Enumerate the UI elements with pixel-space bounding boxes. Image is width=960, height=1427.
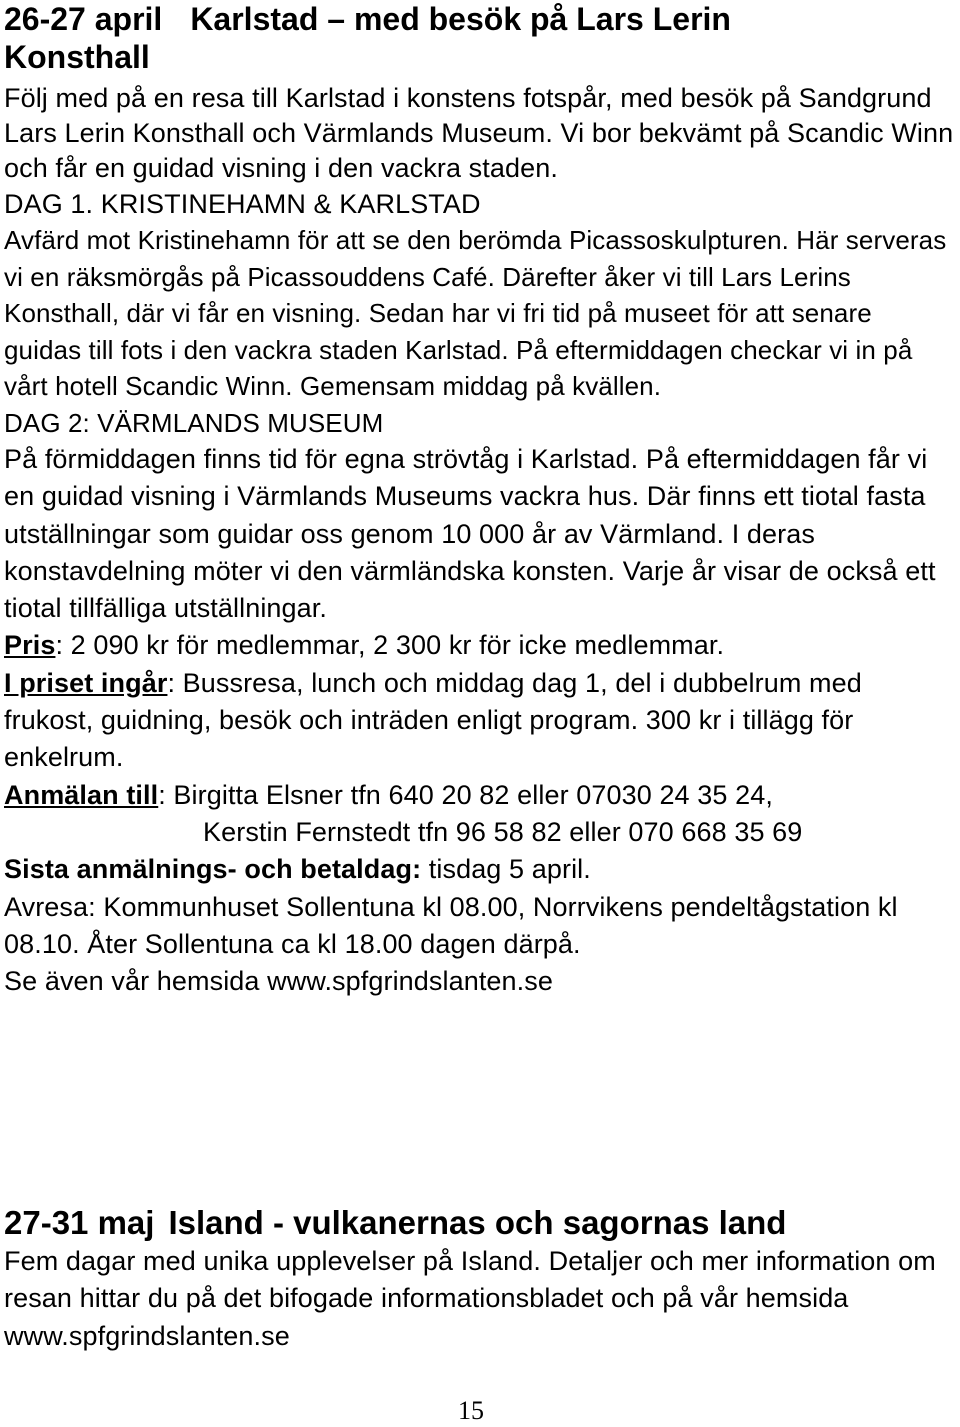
intro-paragraph: Följ med på en resa till Karlstad i konstens fotspår, med besök på Sandgrund Lars Lerin Konsthall och Värmlands Museum. Vi bor bekvämt på Scandic Winn och får en guidad visning i den vackra staden. [4,83,954,183]
deadline-text: tisdag 5 april. [421,854,591,885]
section-title-island [4,1203,954,1243]
page-number: 15 [458,1396,484,1425]
deadline-label: Sista anmälnings- och betaldag: [4,854,422,885]
included-paragraph [4,665,954,777]
section-karlstad [4,0,954,1000]
island-paragraph: Fem dagar med unika upplevelser på Island. Detaljer och mer information om resan hittar du på det bifogade informationsbladet och på vår hemsida www.spfgrindslanten.se [4,1246,936,1351]
trip-title: Karlstad – med besök på Lars Lerin [190,1,731,37]
day2-paragraph: På förmiddagen finns tid för egna strövtåg i Karlstad. På eftermiddagen får vi en guidad visning i Värmlands Museums vackra hus. Där finns ett tiotal fasta utställningar som guidar oss genom 10 000 år av Värmland. I deras konstavdelning möter vi den värmländska konsten. Varje år visar de också ett tiotal tillfälliga utställningar. [4,444,936,624]
trip-title-line2: Konsthall [4,39,150,75]
deadline-line [4,851,954,888]
signup-line [4,777,954,814]
signup-text: : Birgitta Elsner tfn 640 20 82 eller 07030 24 35 24, [158,779,773,810]
website-line: Se även vår hemsida www.spfgrindslanten.se [4,966,553,997]
day2-heading: DAG 2: VÄRMLANDS MUSEUM [4,407,384,438]
island-title: Island - vulkanernas och sagornas land [168,1204,787,1241]
price-label: Pris [4,630,56,661]
price-line [4,627,954,664]
signup-label: Anmälan till [4,779,159,810]
section-island [4,1243,954,1355]
included-label: I priset ingår [4,667,168,698]
signup-line2: Kerstin Fernstedt tfn 96 58 82 eller 070 668 35 69 [203,816,803,847]
trip-date: 26-27 april [4,1,163,37]
included-text: : Bussresa, lunch och middag dag 1, del i dubbelrum med frukost, guidning, besök och inträden enligt program. 300 kr i tillägg för enkelrum. [4,667,862,773]
departure-paragraph: Avresa: Kommunhuset Sollentuna kl 08.00, Norrvikens pendeltågstation kl 08.10. Åter Sollentuna ca kl 18.00 dagen därpå. [4,891,898,959]
day1-heading: DAG 1. KRISTINEHAMN & KARLSTAD [4,189,481,219]
price-text: : 2 090 kr för medlemmar, 2 300 kr för icke medlemmar. [55,630,725,661]
section-title-karlstad [4,0,954,76]
day1-paragraph: Avfärd mot Kristinehamn för att se den berömda Picassoskulpturen. Här serveras vi en räksmörgås på Picassouddens Café. Därefter åker vi till Lars Lerins Konsthall, där vi får en visning. Sedan har vi fri tid på museet för att senare guidas till fots i den vackra staden Karlstad. På eftermiddagen checkar vi in på vårt hotell Scandic Winn. Gemensam middag på kvällen. [4,225,947,401]
island-date: 27-31 maj [4,1204,155,1241]
